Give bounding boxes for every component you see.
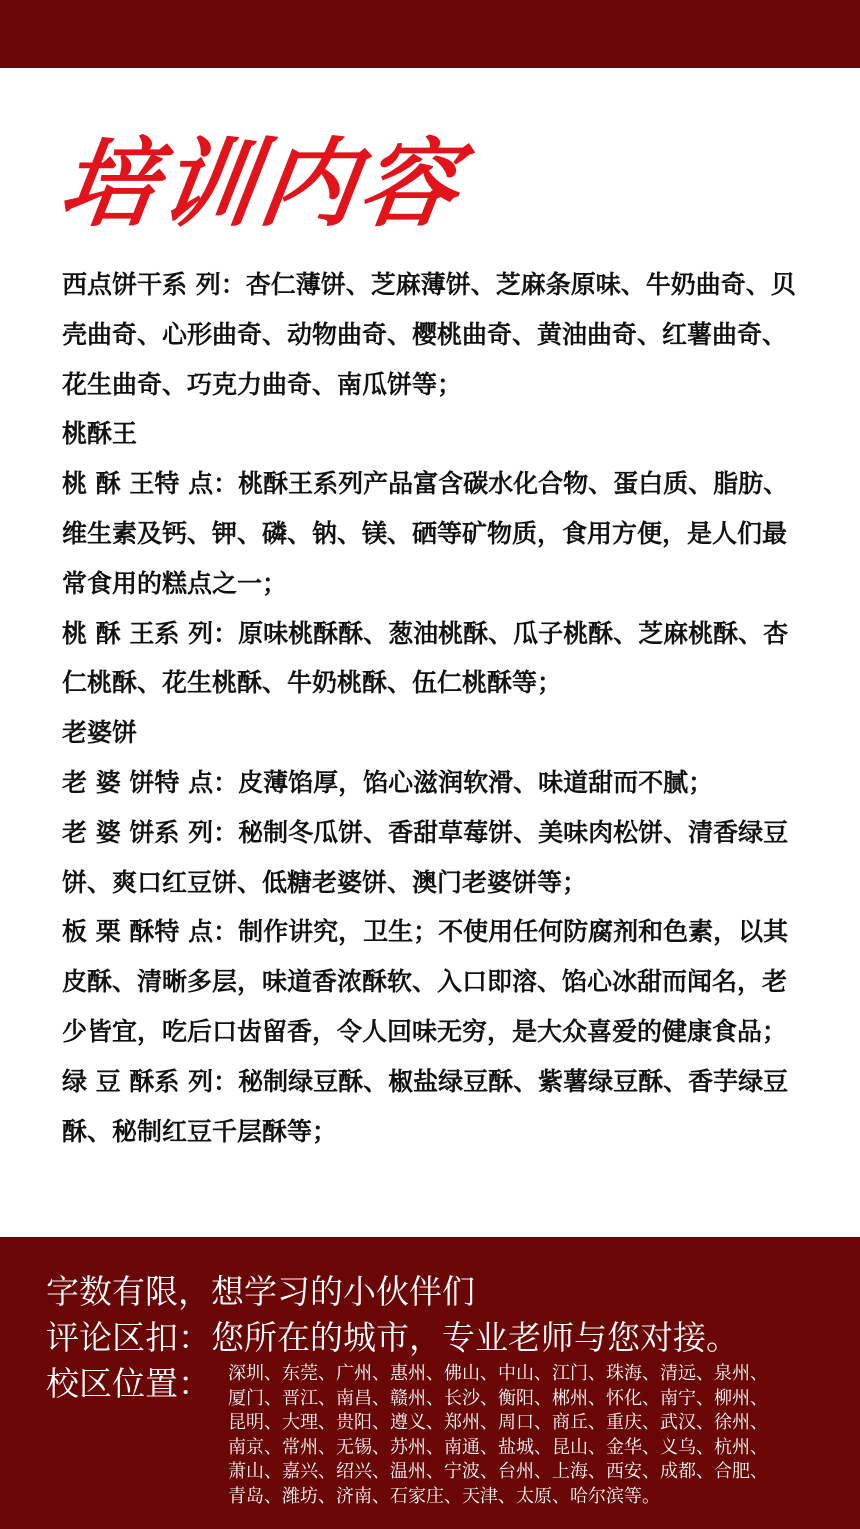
city-line: 萧山、嘉兴、绍兴、温州、宁波、台州、上海、西安、成都、合肥、: [228, 1461, 768, 1483]
campus-city-list: [228, 1362, 828, 1510]
campus-label: 校区位置：: [46, 1364, 211, 1403]
paragraph-western-biscuits: 西点饼干系 列：杏仁薄饼、芝麻薄饼、芝麻条原味、牛奶曲奇、贝壳曲奇、心形曲奇、动物曲奇、樱桃曲奇、黄油曲奇、红薯曲奇、花生曲奇、巧克力曲奇、南瓜饼等；: [62, 270, 796, 399]
paragraph-wife-cake-features: 老 婆 饼特 点：皮薄馅厚，馅心滋润软滑、味道甜而不腻；: [62, 767, 714, 797]
heading-peach-crisp: 桃酥王: [62, 419, 138, 449]
paragraph-mung-bean-crisp-series: 绿 豆 酥系 列：秘制绿豆酥、椒盐绿豆酥、紫薯绿豆酥、香芋绿豆酥、秘制红豆千层酥等；: [62, 1066, 789, 1146]
city-line: 昆明、大理、贵阳、遵义、郑州、周口、商丘、重庆、武汉、徐州、: [228, 1412, 768, 1434]
top-banner: [0, 0, 860, 68]
training-content: [62, 260, 802, 1156]
page-title: 培训内容: [53, 128, 469, 240]
city-line: 青岛、潍坊、济南、石家庄、天津、太原、哈尔滨等。: [228, 1485, 660, 1507]
footer-panel: [0, 1237, 860, 1529]
paragraph-wife-cake-series: 老 婆 饼系 列：秘制冬瓜饼、香甜草莓饼、美味肉松饼、清香绿豆饼、爽口红豆饼、低糖老婆饼、澳门老婆饼等；: [62, 817, 789, 897]
heading-wife-cake: 老婆饼: [62, 718, 138, 748]
city-line: 深圳、东莞、广州、惠州、佛山、中山、江门、珠海、清远、泉州、: [228, 1363, 768, 1384]
paragraph-chestnut-crisp-features: 板 栗 酥特 点：制作讲究，卫生；不使用任何防腐剂和色素，以其皮酥、清晰多层，味道香浓酥软、入口即溶、馅心冰甜而闻名，老少皆宜，吃后口齿留香，令人回味无穷，是大众喜爱的健康食品；: [62, 917, 789, 1046]
footer-line-1: 字数有限，想学习的小伙伴们: [46, 1272, 475, 1311]
paragraph-peach-crisp-features: 桃 酥 王特 点：桃酥王系列产品富含碳水化合物、蛋白质、脂肪、维生素及钙、钾、磷、钠、镁、硒等矿物质，食用方便，是人们最常食用的糕点之一；: [62, 469, 789, 598]
city-line: 南京、常州、无锡、苏州、南通、盐城、昆山、金华、义乌、杭州、: [228, 1436, 768, 1458]
city-line: 厦门、晋江、南昌、赣州、长沙、衡阳、郴州、怀化、南宁、柳州、: [228, 1387, 768, 1409]
paragraph-peach-crisp-series: 桃 酥 王系 列：原味桃酥酥、葱油桃酥、瓜子桃酥、芝麻桃酥、杏仁桃酥、花生桃酥、牛奶桃酥、伍仁桃酥等；: [62, 618, 789, 698]
footer-line-2: 评论区扣：您所在的城市，专业老师与您对接。: [46, 1318, 739, 1357]
